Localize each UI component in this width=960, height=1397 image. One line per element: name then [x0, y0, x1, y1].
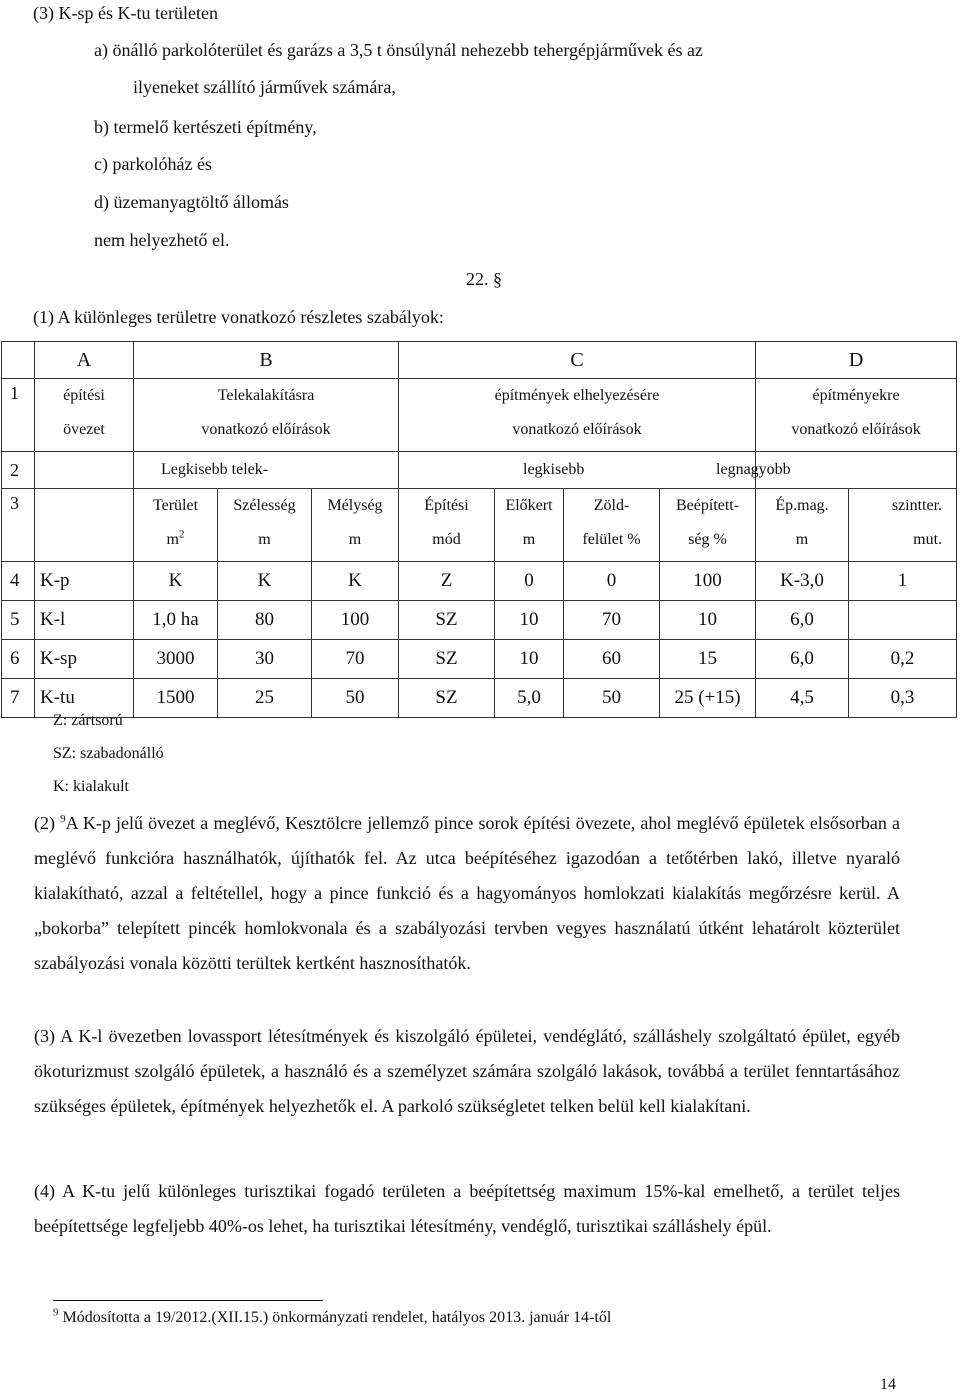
- header-smallest-plot: Legkisebb telek-: [134, 452, 399, 489]
- header-zone: építési övezet: [35, 379, 134, 452]
- paragraph-2: (2) $^9$A K-p jelű övezet a meglévő, Kesztölcre jellemző pince sorok építési övezete, ahol meglévő épületek elsősorban a meglévő funkcióra használhatók, újíthatók fel. Az utca beépítéséhez igazodóan a tetőtérben lakó, illetve nyaraló kialakítható, azzal a feltétellel, hogy a pince funkció és a hagyományos homlokzati kialakítás megőrzésre kerül. A „bokorba” telepített pincék homlokvonala és a szabályozási tervben vegyes használatú útként lehatárolt közterület szabályozási vonala közötti terültek kertként hasznosíthatók.: [34, 813, 900, 973]
- zone-name: K-p: [35, 562, 134, 601]
- legend-k: K: kialakult: [53, 778, 129, 795]
- header-building-placement: építmények elhelyezésére vonatkozó előírások: [399, 379, 756, 452]
- row-number: 2: [2, 452, 35, 489]
- table-row-1: [2, 379, 957, 452]
- paragraph-3: (3) A K-l övezetben lovassport létesítmények és kiszolgáló épületei, vendéglátó, szálláshely szolgáltató épület, egyéb ökoturizmust szolgáló épületek, a használó és a személyzet számára szolgáló lakások, továbbá a terület fenntartásához szükséges épületek, építmények helyezhetők el. A parkoló szükségletet telken belül kell kialakítani.: [34, 1026, 900, 1116]
- regulation-table: [1, 341, 957, 718]
- zone-name: K-l: [35, 601, 134, 640]
- header-building-rules: építményekre vonatkozó előírások: [756, 379, 957, 452]
- col-letter-a: A: [35, 342, 134, 379]
- list-item-d: d) üzemanyagtöltő állomás: [94, 192, 289, 212]
- header-width: Szélesség m: [218, 489, 312, 562]
- zone-name: K-sp: [35, 640, 134, 679]
- header-smallest: legkisebb: [399, 452, 756, 489]
- list-item-c: c) parkolóház és: [94, 154, 212, 174]
- header-built-ratio: Beépített- ség %: [660, 489, 756, 562]
- header-floor-area-index: szintter. mut.: [849, 489, 957, 562]
- row-number: 3: [2, 489, 35, 562]
- table-row: 6 K-sp 3000 30 70 SZ 10 60 15 6,0 0,2: [2, 640, 957, 679]
- header-area: Terület $m^2$: [134, 489, 218, 562]
- legend-sz: SZ: szabadonálló: [53, 745, 164, 762]
- footnote: $^9$ Módosította a 19/2012.(XII.15.) önkormányzati rendelet, hatályos 2013. január 14-től: [53, 1306, 612, 1326]
- page-number: 14: [880, 1376, 896, 1393]
- list-closing: nem helyezhető el.: [94, 230, 230, 250]
- intro-line: (1) A különleges területre vonatkozó részletes szabályok:: [33, 307, 444, 327]
- header-plot-rules: Telekalakításra vonatkozó előírások: [134, 379, 399, 452]
- table-row: 4 K-p K K K Z 0 0 100 K-3,0 1: [2, 562, 957, 601]
- legend-z: Z: zártsorú: [53, 712, 123, 729]
- paragraph-number: 22. §: [466, 269, 502, 289]
- zone-name: K-tu: [35, 679, 134, 718]
- table-row: 7 K-tu 1500 25 50 SZ 5,0 50 25 (+15) 4,5 0,3: [2, 679, 957, 718]
- header-largest: legnagyobb: [756, 452, 957, 489]
- header-front-garden: Előkert m: [495, 489, 564, 562]
- list-item-b: b) termelő kertészeti építmény,: [94, 117, 317, 137]
- row-number: 1: [2, 379, 35, 452]
- list-item-a: a) önálló parkolóterület és garázs a 3,5 t önsúlynál nehezebb tehergépjárművek és az: [94, 40, 703, 60]
- col-letter-d: D: [756, 342, 957, 379]
- table-row: 5 K-l 1,0 ha 80 100 SZ 10 70 10 6,0: [2, 601, 957, 640]
- header-green-area: Zöld- felület %: [564, 489, 660, 562]
- header-building-mode: Építési mód: [399, 489, 495, 562]
- footnote-ref: 9: [60, 813, 66, 825]
- list-item-a-cont: ilyeneket szállító járművek számára,: [133, 77, 396, 97]
- table-row-2: [2, 452, 957, 489]
- col-letter-c: C: [399, 342, 756, 379]
- header-depth: Mélység m: [312, 489, 399, 562]
- table-row-3: [2, 489, 957, 562]
- header-building-height: Ép.mag. m: [756, 489, 849, 562]
- section-heading: (3) K-sp és K-tu területen: [33, 3, 218, 23]
- col-letter-b: B: [134, 342, 399, 379]
- paragraph-4: (4) A K-tu jelű különleges turisztikai fogadó területen a beépítettség maximum 15%-kal emelhető, a terület teljes beépítettsége legfeljebb 40%-os lehet, ha turisztikai létesítmény, vendéglő, turisztikai szálláshely épül.: [34, 1181, 900, 1236]
- footnote-rule: [53, 1300, 323, 1301]
- column-letter-row: [2, 342, 957, 379]
